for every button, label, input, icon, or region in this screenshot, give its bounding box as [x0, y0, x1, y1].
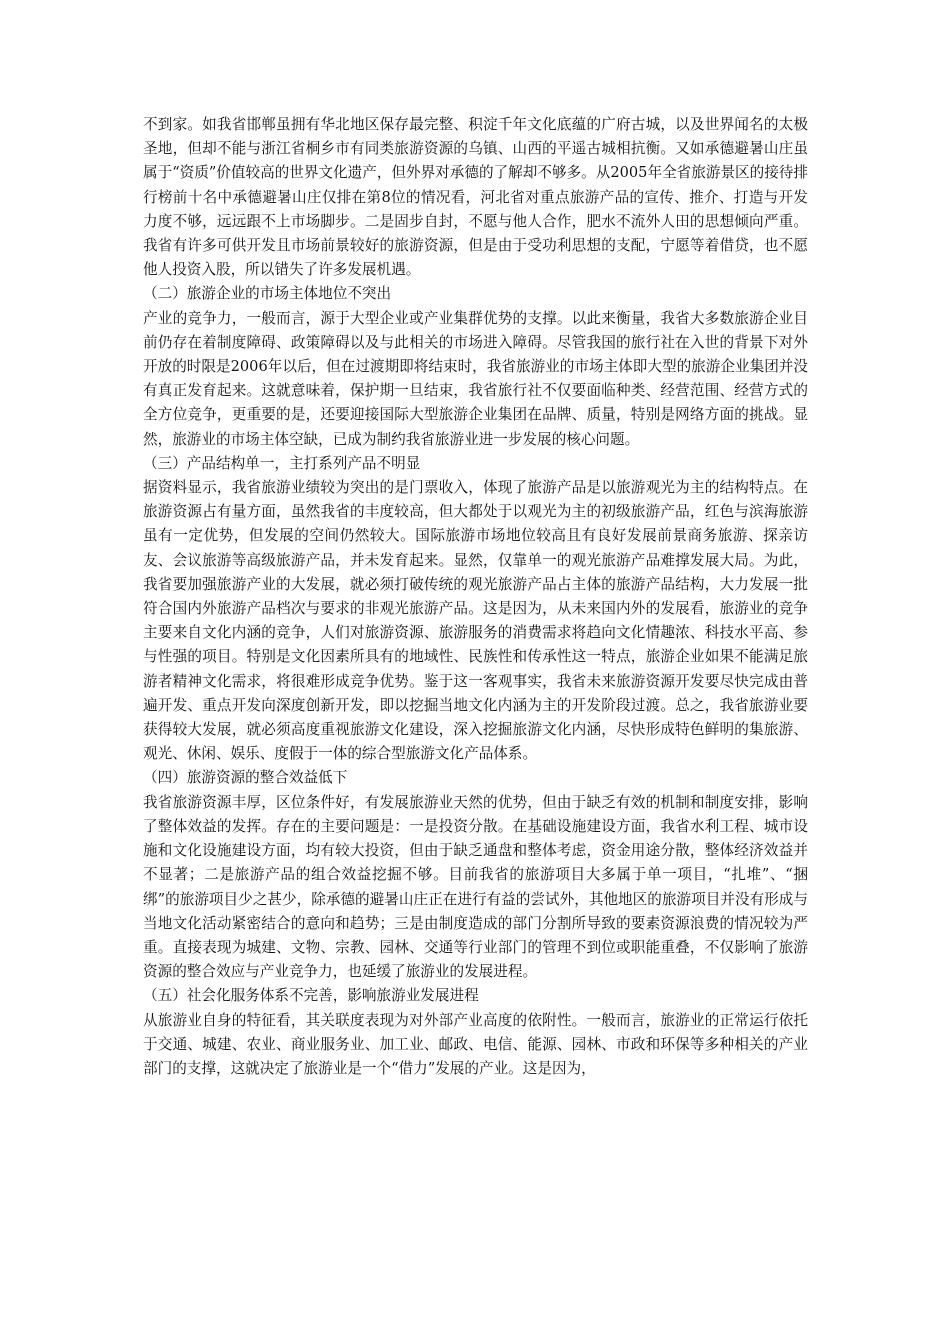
document-body — [143, 113, 808, 1081]
section-heading-5: （五）社会化服务体系不完善，影响旅游业发展进程 — [143, 987, 479, 1005]
paragraph-product-structure: 据资料显示，我省旅游业绩较为突出的是门票收入，体现了旅游产品是以旅游观光为主的结构特点。在旅游资源占有量方面，虽然我省的丰度较高，但大都处于以观光为主的初级旅游产品，红色与滨海旅游虽有一定优势，但发展的空间仍然较大。国际旅游市场地位较高且有良好发展前景商务旅游、探亲访友、会议旅游等高级旅游产品，并未发育起来。显然，仅靠单一的观光旅游产品难撑发展大局。为此，我省要加强旅游产业的大发展，就必须打破传统的观光旅游产品占主体的旅游产品结构，大力发展一批符合国内外旅游产品档次与要求的非观光旅游产品。这是因为，从未来国内外的发展看，旅游业的竞争主要来自文化内涵的竞争，人们对旅游资源、旅游服务的消费需求将趋向文化情趣浓、科技水平高、参与性强的项目。特别是文化因素所具有的地域性、民族性和传承性这一特点，旅游企业如果不能满足旅游者精神文化需求，将很难形成竞争优势。鉴于这一客观事实，我省未来旅游资源开发要尽快完成由普遍开发、重点开发向深度创新开发，即以挖掘当地文化内涵为主的开发阶段过渡。总之，我省旅游业要获得较大发展，就必须高度重视旅游文化建设，深入挖掘旅游文化内涵，尽快形成特色鲜明的集旅游、观光、休闲、娱乐、度假于一体的综合型旅游文化产品体系。 — [143, 479, 808, 763]
paragraph-resource-integration: 我省旅游资源丰厚，区位条件好，有发展旅游业天然的优势，但由于缺乏有效的机制和制度安排，影响了整体效益的发挥。存在的主要问题是：一是投资分散。在基础设施建设方面，我省水利工程、城市设施和文化设施建设方面，均有较大投资，但由于缺乏通盘和整体考虑，资金用途分散，整体经济效益并不显著；二是旅游产品的组合效益挖掘不够。目前我省的旅游项目大多属于单一项目，“扎堆”、“捆绑”的旅游项目少之甚少，除承德的避暑山庄正在进行有益的尝试外，其他地区的旅游项目并没有形成与当地文化活动紧密结合的意向和趋势；三是由制度造成的部门分割所导致的要素资源浪费的情况较为严重。直接表现为城建、文物、宗教、园林、交通等行业部门的管理不到位或职能重叠，不仅影响了旅游资源的整合效应与产业竞争力，也延缓了旅游业的发展进程。 — [143, 793, 808, 981]
paragraph-promotion-issues: 不到家。如我省邯郸虽拥有华北地区保存最完整、积淀千年文化底蕴的广府古城，以及世界闻名的太极圣地，但却不能与浙江省桐乡市有同类旅游资源的乌镇、山西的平遥古城相抗衡。又如承德避暑山庄虽属于“资质”价值较高的世界文化遗产，但外界对承德的了解却不够多。从2005年全省旅游景区的接待排行榜前十名中承德避暑山庄仅排在第8位的情况看，河北省对重点旅游产品的宣传、推介、打造与开发力度不够，远远跟不上市场脚步。二是固步自封，不愿与他人合作，肥水不流外人田的思想倾向严重。我省有许多可供开发且市场前景较好的旅游资源，但是由于受功利思想的支配，宁愿等着借贷，也不愿他人投资入股，所以错失了许多发展机遇。 — [143, 116, 809, 279]
paragraph-service-system: 从旅游业自身的特征看，其关联度表现为对外部产业高度的依附性。一般而言，旅游业的正常运行依托于交通、城建、农业、商业服务业、加工业、邮政、电信、能源、园林、市政和环保等多种相关的产业部门的支撑，这就决定了旅游业是一个“借力”发展的产业。这是因为， — [143, 1011, 808, 1077]
paragraph-market-subject: 产业的竞争力，一般而言，源于大型企业或产业集群优势的支撑。以此来衡量，我省大多数旅游企业目前仍存在着制度障碍、政策障碍以及与此相关的市场进入障碍。尽管我国的旅行社在入世的背景下对外开放的时限是2006年以后，但在过渡期即将结束时，我省旅游业的市场主体即大型的旅游企业集团并没有真正发育起来。这就意味着，保护期一旦结束，我省旅行社不仅要面临种类、经营范围、经营方式的全方位竞争，更重要的是，还要迎接国际大型旅游企业集团在品牌、质量，特别是网络方面的挑战。显然，旅游业的市场主体空缺，已成为制约我省旅游业进一步发展的核心问题。 — [143, 309, 808, 448]
section-heading-3: （三）产品结构单一，主打系列产品不明显 — [143, 454, 421, 472]
section-heading-4: （四）旅游资源的整合效益低下 — [143, 769, 348, 787]
section-heading-2: （二）旅游企业的市场主体地位不突出 — [143, 285, 392, 303]
